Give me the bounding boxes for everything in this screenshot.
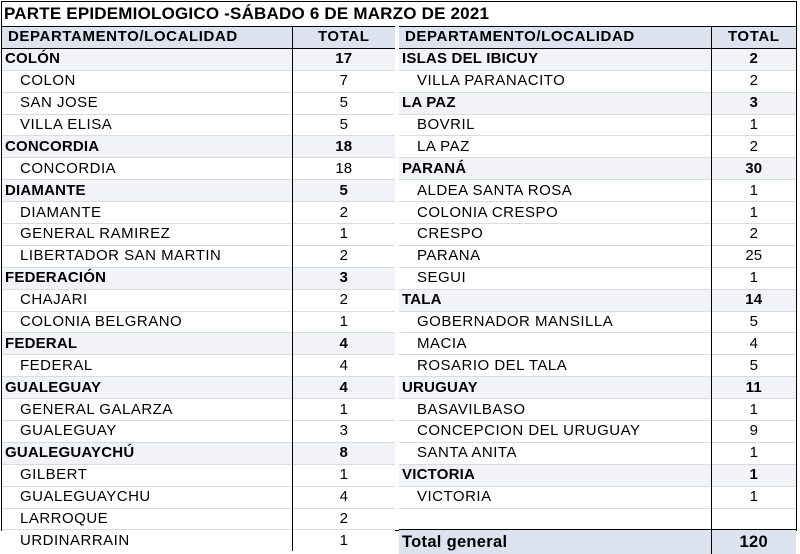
- department-name: ISLAS DEL IBICUY: [399, 48, 711, 70]
- locality-name: GUALEGUAYCHU: [2, 486, 292, 508]
- right-table-body: [399, 48, 796, 530]
- locality-total: 7: [292, 70, 395, 92]
- locality-total: 1: [292, 530, 395, 551]
- department-total: 5: [292, 180, 395, 202]
- locality-name: FEDERAL: [2, 355, 292, 377]
- locality-row: [399, 70, 796, 92]
- locality-total: 5: [292, 114, 395, 136]
- locality-total: 1: [292, 399, 395, 421]
- locality-row: [2, 114, 395, 136]
- department-row: [2, 377, 395, 399]
- locality-row: [2, 224, 395, 246]
- department-total: 8: [292, 442, 395, 464]
- locality-total: 4: [292, 486, 395, 508]
- department-total: 11: [711, 377, 796, 399]
- locality-total: 1: [711, 202, 796, 224]
- locality-total: 18: [292, 158, 395, 180]
- department-name: TALA: [399, 289, 711, 311]
- locality-row: [399, 180, 796, 202]
- locality-row: [399, 245, 796, 267]
- locality-name: GENERAL RAMIREZ: [2, 224, 292, 246]
- department-name: GUALEGUAYCHÚ: [2, 442, 292, 464]
- locality-total: 2: [292, 289, 395, 311]
- department-name: VICTORIA: [399, 464, 711, 486]
- locality-total: 1: [711, 180, 796, 202]
- locality-row: [399, 311, 796, 333]
- department-total: 30: [711, 158, 796, 180]
- department-name: FEDERAL: [2, 333, 292, 355]
- locality-total: 2: [711, 224, 796, 246]
- locality-row: [2, 92, 395, 114]
- column-header-total: TOTAL: [292, 27, 395, 49]
- locality-row: [399, 421, 796, 443]
- locality-total: 1: [711, 114, 796, 136]
- left-table-body: [2, 48, 395, 551]
- department-name: LA PAZ: [399, 92, 711, 114]
- department-row: [2, 333, 395, 355]
- locality-name: BASAVILBASO: [399, 399, 711, 421]
- department-total: 3: [292, 267, 395, 289]
- locality-name: ALDEA SANTA ROSA: [399, 180, 711, 202]
- locality-name: CONCORDIA: [2, 158, 292, 180]
- locality-total: 2: [292, 202, 395, 224]
- locality-name: VILLA PARANACITO: [399, 70, 711, 92]
- department-row: [2, 136, 395, 158]
- locality-row: [2, 399, 395, 421]
- locality-name: COLONIA CRESPO: [399, 202, 711, 224]
- locality-row: [2, 245, 395, 267]
- locality-total: 1: [711, 442, 796, 464]
- locality-total: 2: [292, 245, 395, 267]
- left-header-row: [2, 27, 395, 49]
- locality-name: CRESPO: [399, 224, 711, 246]
- locality-row: [2, 70, 395, 92]
- locality-row: [399, 136, 796, 158]
- locality-name: LA PAZ: [399, 136, 711, 158]
- locality-total: 1: [292, 224, 395, 246]
- department-row: [2, 48, 395, 70]
- locality-total: 5: [292, 92, 395, 114]
- locality-name: COLON: [2, 70, 292, 92]
- right-header-row: [399, 27, 796, 49]
- locality-row: [2, 311, 395, 333]
- department-row: [399, 289, 796, 311]
- department-row: [399, 377, 796, 399]
- locality-row: [399, 267, 796, 289]
- locality-row: [2, 421, 395, 443]
- locality-total: 1: [292, 311, 395, 333]
- department-name: DIAMANTE: [2, 180, 292, 202]
- locality-row: [399, 399, 796, 421]
- locality-row: [399, 442, 796, 464]
- report-title: PARTE EPIDEMIOLOGICO -SÁBADO 6 DE MARZO DE 2021: [4, 4, 490, 23]
- department-row: [399, 92, 796, 114]
- locality-total: 1: [292, 464, 395, 486]
- locality-row: [2, 158, 395, 180]
- department-row: [399, 158, 796, 180]
- department-name: CONCORDIA: [2, 136, 292, 158]
- department-total: 4: [292, 377, 395, 399]
- locality-name: LIBERTADOR SAN MARTIN: [2, 245, 292, 267]
- locality-name: CONCEPCION DEL URUGUAY: [399, 421, 711, 443]
- total-general-value: 120: [711, 530, 796, 554]
- column-header-name: DEPARTAMENTO/LOCALIDAD: [2, 27, 292, 49]
- locality-row: [399, 486, 796, 508]
- locality-total: 1: [711, 486, 796, 508]
- locality-total: 5: [711, 355, 796, 377]
- department-total: 2: [711, 48, 796, 70]
- locality-row: [399, 355, 796, 377]
- locality-name: GENERAL GALARZA: [2, 399, 292, 421]
- locality-name: LARROQUE: [2, 508, 292, 530]
- locality-name: SEGUI: [399, 267, 711, 289]
- locality-row: [399, 114, 796, 136]
- locality-name: CHAJARI: [2, 289, 292, 311]
- locality-name: BOVRIL: [399, 114, 711, 136]
- locality-name: PARANA: [399, 245, 711, 267]
- column-header-name: DEPARTAMENTO/LOCALIDAD: [399, 27, 711, 49]
- department-total: 18: [292, 136, 395, 158]
- locality-row: [2, 289, 395, 311]
- locality-name: COLONIA BELGRANO: [2, 311, 292, 333]
- locality-total: 3: [292, 421, 395, 443]
- locality-name: GILBERT: [2, 464, 292, 486]
- department-total: 17: [292, 48, 395, 70]
- locality-row: [2, 355, 395, 377]
- department-total: 4: [292, 333, 395, 355]
- locality-row: [2, 508, 395, 530]
- department-row: [2, 442, 395, 464]
- locality-total: 25: [711, 245, 796, 267]
- department-name: GUALEGUAY: [2, 377, 292, 399]
- right-table: [399, 26, 796, 554]
- locality-row: [2, 202, 395, 224]
- department-total: 14: [711, 289, 796, 311]
- locality-total: 2: [711, 136, 796, 158]
- locality-total: 1: [711, 399, 796, 421]
- locality-total: 5: [711, 311, 796, 333]
- locality-row: [2, 486, 395, 508]
- locality-name: GOBERNADOR MANSILLA: [399, 311, 711, 333]
- locality-name: ROSARIO DEL TALA: [399, 355, 711, 377]
- locality-name: MACIA: [399, 333, 711, 355]
- locality-name: [399, 508, 711, 530]
- locality-total: 2: [711, 70, 796, 92]
- department-name: FEDERACIÓN: [2, 267, 292, 289]
- locality-total: 1: [711, 267, 796, 289]
- locality-total: 9: [711, 421, 796, 443]
- locality-row: [399, 202, 796, 224]
- locality-row: [399, 224, 796, 246]
- locality-name: URDINARRAIN: [2, 530, 292, 551]
- department-row: [2, 267, 395, 289]
- locality-name: VICTORIA: [399, 486, 711, 508]
- department-row: [2, 180, 395, 202]
- column-header-total: TOTAL: [711, 27, 796, 49]
- locality-total: 4: [711, 333, 796, 355]
- department-name: URUGUAY: [399, 377, 711, 399]
- empty-row: [399, 508, 796, 530]
- locality-total: [711, 508, 796, 530]
- locality-row: [399, 333, 796, 355]
- department-total: 1: [711, 464, 796, 486]
- locality-total: 4: [292, 355, 395, 377]
- locality-row: [2, 530, 395, 551]
- department-row: [399, 464, 796, 486]
- department-row: [399, 48, 796, 70]
- locality-name: DIAMANTE: [2, 202, 292, 224]
- locality-name: SAN JOSE: [2, 92, 292, 114]
- department-name: PARANÁ: [399, 158, 711, 180]
- locality-row: [2, 464, 395, 486]
- locality-name: SANTA ANITA: [399, 442, 711, 464]
- department-name: COLÓN: [2, 48, 292, 70]
- total-general-label: Total general: [399, 530, 711, 554]
- department-total: 3: [711, 92, 796, 114]
- locality-name: GUALEGUAY: [2, 421, 292, 443]
- locality-name: VILLA ELISA: [2, 114, 292, 136]
- locality-total: 2: [292, 508, 395, 530]
- left-table: [2, 26, 395, 551]
